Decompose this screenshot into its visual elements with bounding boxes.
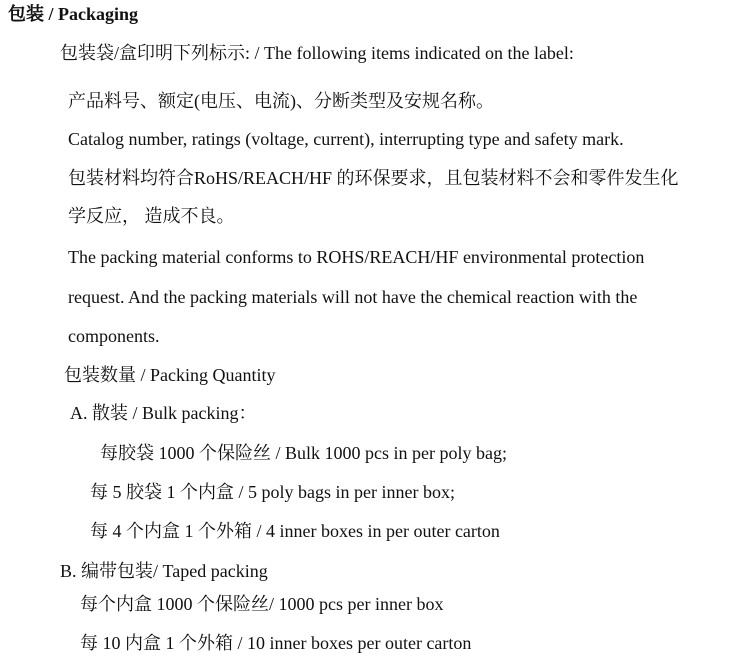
section-heading: 包装 / Packaging xyxy=(8,4,139,24)
material-en-line-1: The packing material conforms to ROHS/REACH/HF environmental protection xyxy=(68,247,645,267)
label-items-en: Catalog number, ratings (voltage, current), interrupting type and safety mark. xyxy=(68,129,624,149)
taped-packing-line-1: 每个内盒 1000 个保险丝/ 1000 pcs per inner box xyxy=(80,594,444,614)
material-cn-line-2: 学反应， 造成不良。 xyxy=(68,206,235,226)
material-cn-line-1: 包装材料均符合RoHS/REACH/HF 的环保要求，且包装材料不会和零件发生化 xyxy=(68,168,679,188)
packing-quantity-title: 包装数量 / Packing Quantity xyxy=(64,365,276,385)
bulk-packing-title: A. 散装 / Bulk packing： xyxy=(70,403,257,423)
bulk-packing-line-2: 每 5 胶袋 1 个内盒 / 5 poly bags in per inner box; xyxy=(90,482,455,502)
label-items-cn: 产品料号、额定(电压、电流)、分断类型及安规名称。 xyxy=(68,91,494,111)
label-intro: 包装袋/盒印明下列标示: / The following items indicated on the label: xyxy=(60,43,574,63)
taped-packing-line-2: 每 10 内盒 1 个外箱 / 10 inner boxes per outer carton xyxy=(80,633,472,653)
material-en-line-3: components. xyxy=(68,326,160,346)
bulk-packing-line-3: 每 4 个内盒 1 个外箱 / 4 inner boxes in per outer carton xyxy=(90,521,500,541)
bulk-packing-line-1: 每胶袋 1000 个保险丝 / Bulk 1000 pcs in per poly bag; xyxy=(100,443,507,463)
material-en-line-2: request. And the packing materials will not have the chemical reaction with the xyxy=(68,287,638,307)
taped-packing-title: B. 编带包装/ Taped packing xyxy=(60,561,268,581)
